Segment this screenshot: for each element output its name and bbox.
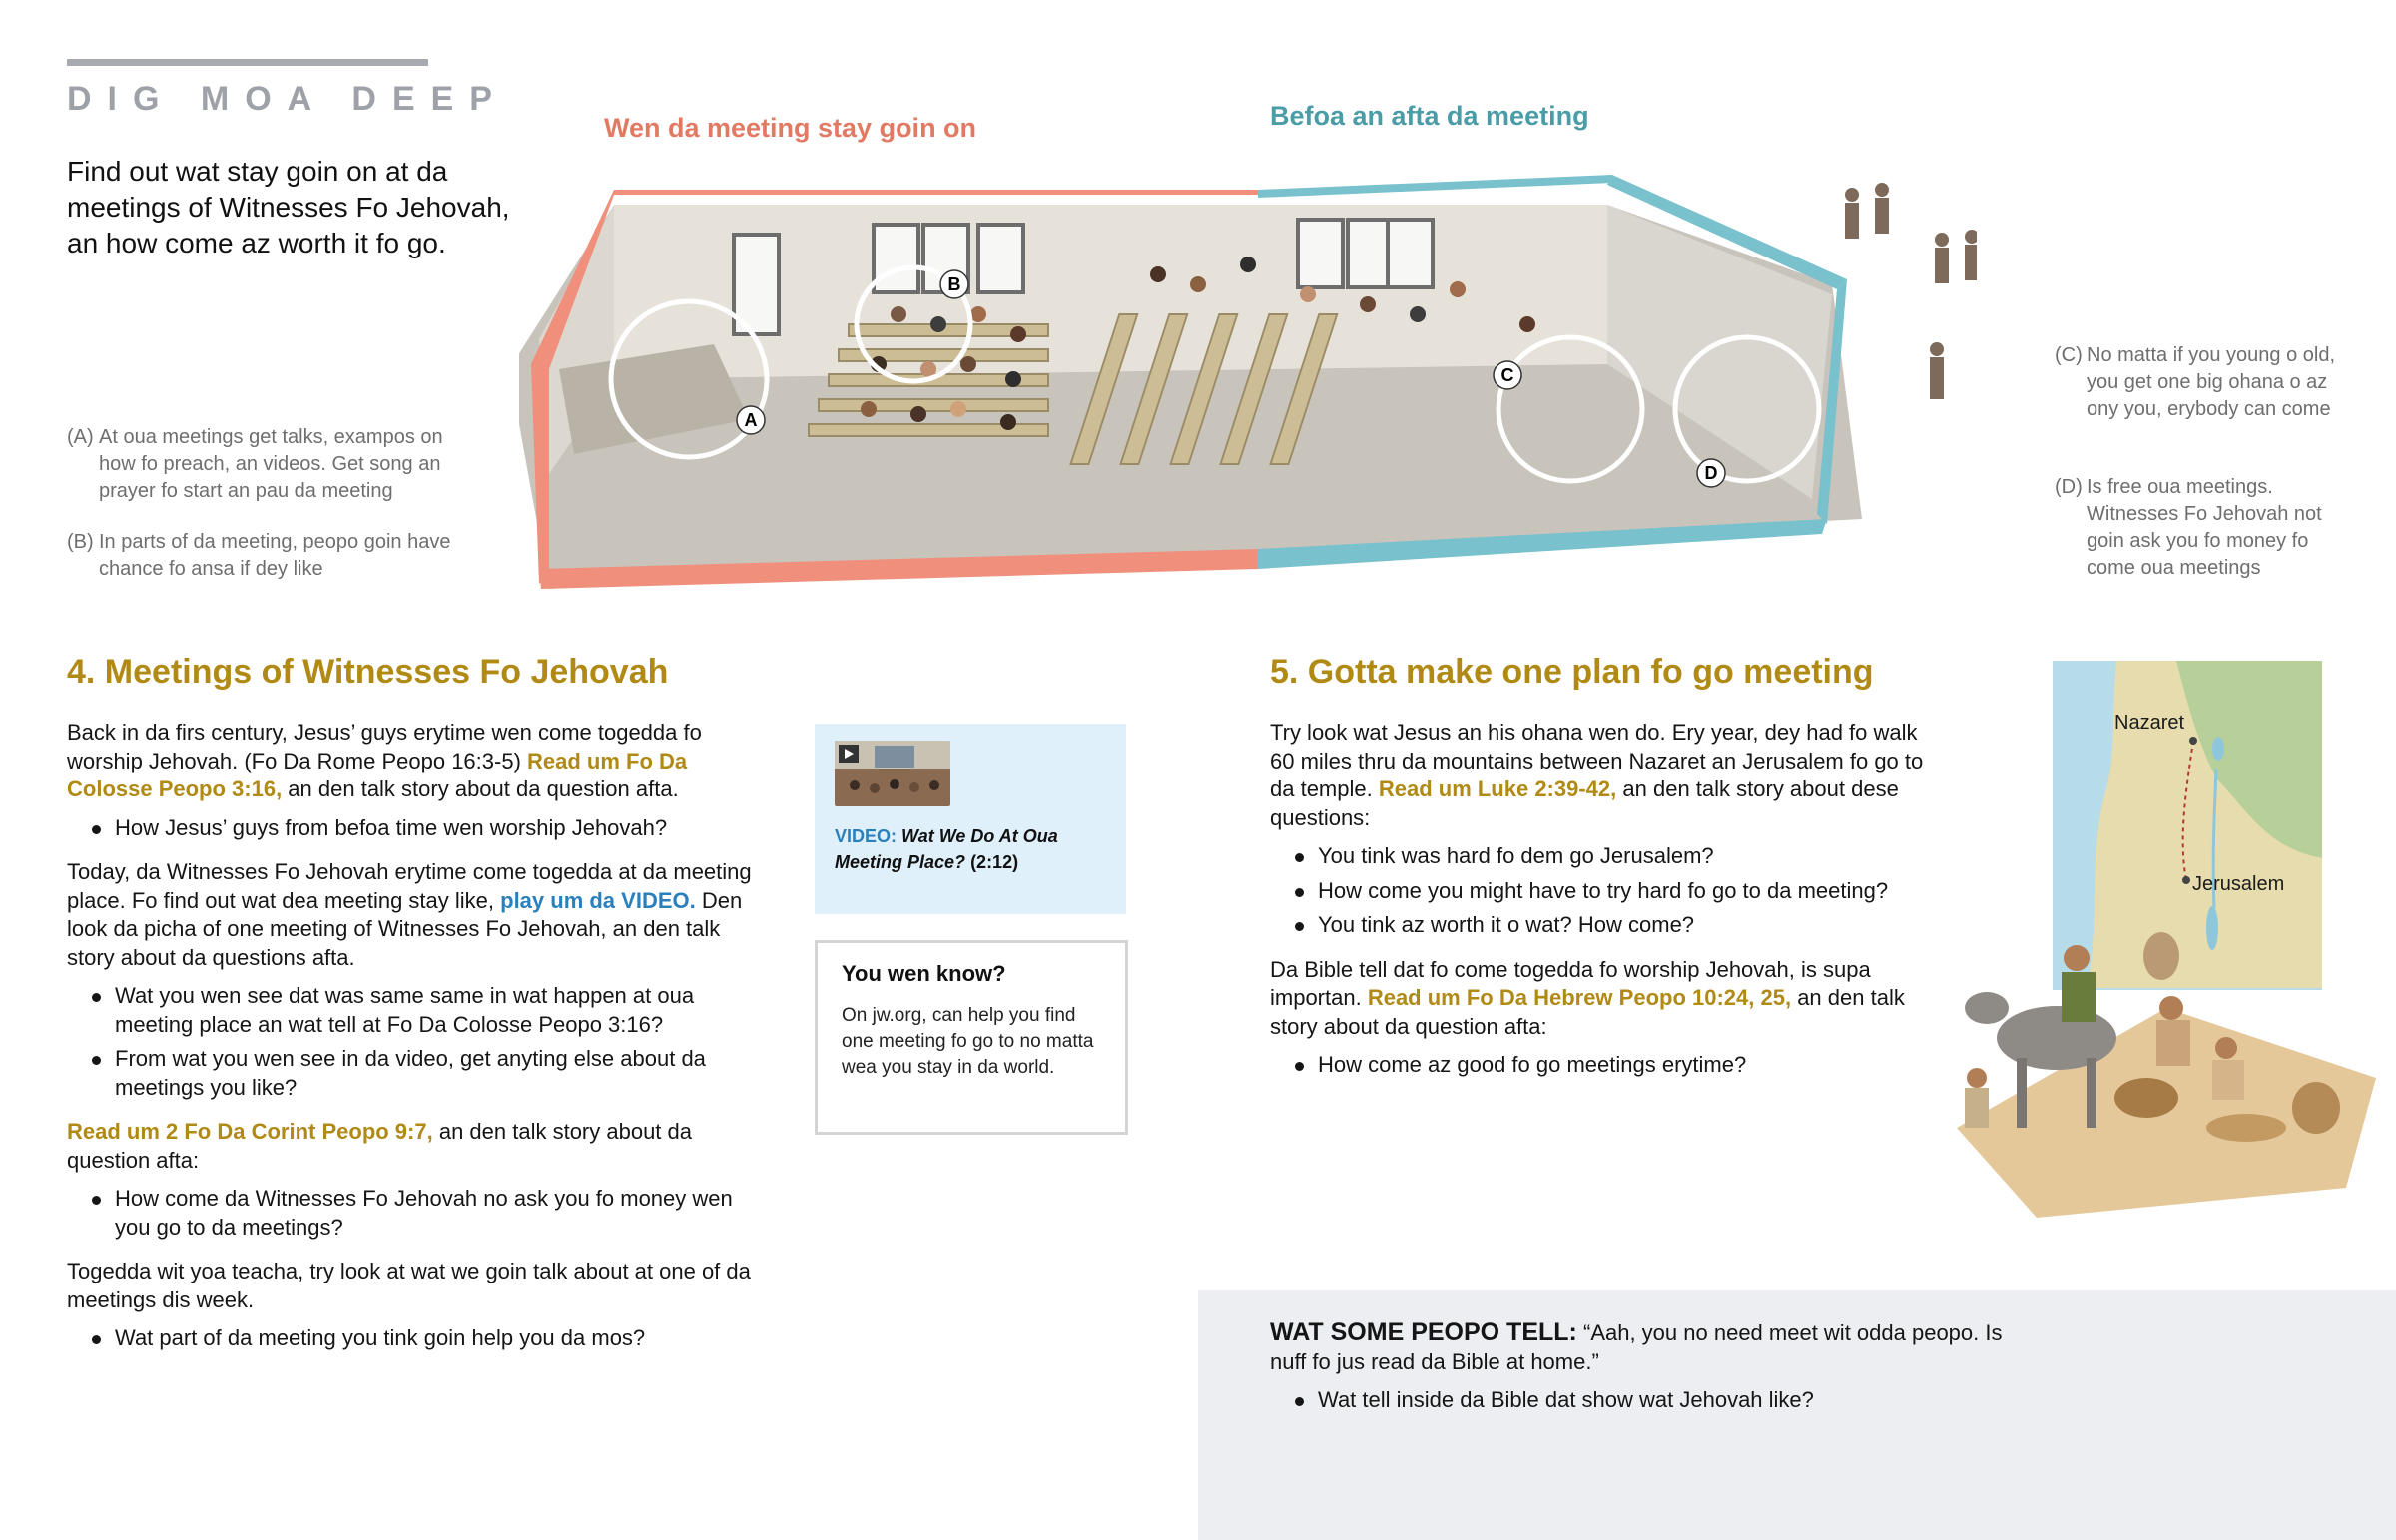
caption-b-text: In parts of da meeting, peopo goin have chance fo ansa if dey like xyxy=(99,531,451,580)
section-5-heading: 5. Gotta make one plan fo go meeting xyxy=(1270,653,1874,691)
caption-c xyxy=(2055,342,2354,423)
section-5-para-1: Try look wat Jesus an his ohana wen do. Ery year, dey had fo walk 60 miles thru da mountains between Nazaret an Jerusalem fo go to da temple. Read um Luke 2:39-42, an den talk story about dese questions: You tink was hard fo dem go Jerusalem? How come you might have to try hard fo go to da meeting? You tink az worth it o wat? How come? xyxy=(1270,719,1939,940)
section-kicker: DIG MOA DEEP xyxy=(67,80,508,118)
objection-quote: “Aah, you no need meet wit odda peopo. Is nuff fo jus read da Bible at home.” xyxy=(1270,1320,2003,1374)
section-4-body xyxy=(67,719,756,1369)
section-4-heading: 4. Meetings of Witnesses Fo Jehovah xyxy=(67,653,669,691)
intro-text: Find out wat stay goin on at da meetings of Witnesses Fo Jehovah, an how come az worth it fo go. xyxy=(67,156,510,258)
video-title[interactable]: Wat We Do At Oua Meeting Place? xyxy=(835,826,1058,872)
caption-c-key: (C) xyxy=(2055,344,2083,366)
caption-a-text: At oua meetings get talks, exampos on how fo preach, an videos. Get song an prayer fo start an pau da meeting xyxy=(99,426,443,502)
caption-d xyxy=(2055,474,2354,582)
meeting-room-illustration xyxy=(519,165,1977,604)
journey-map-illustration xyxy=(1917,659,2376,1228)
did-you-know-text: On jw.org, can help you find one meeting fo go to no matta wea you stay in da world. xyxy=(842,1005,1094,1078)
video-duration: (2:12) xyxy=(970,852,1019,872)
marker-b: B xyxy=(947,274,961,294)
section-4-para-4: Togedda wit yoa teacha, try look at wat we goin talk about at one of da meetings dis week. Wat part of da meeting you tink goin help you da mos? xyxy=(67,1258,756,1353)
video-thumbnail[interactable] xyxy=(835,741,950,806)
did-you-know-box xyxy=(815,940,1128,1135)
question-item: From wat you wen see in da video, get anyting else about da meetings you like? xyxy=(67,1045,756,1102)
question-item: Wat part of da meeting you tink goin help you da mos? xyxy=(67,1324,756,1353)
video-label: VIDEO: xyxy=(835,826,898,846)
question-item: How Jesus’ guys from befoa time wen worship Jehovah? xyxy=(67,814,756,843)
caption-a-key: (A) xyxy=(67,426,94,448)
zone-label-before: Befoa an afta da meeting xyxy=(1270,101,1589,131)
section-5-para-2: Da Bible tell dat fo come togedda fo worship Jehovah, is supa importan. Read um Fo Da Hebrew Peopo 10:24, 25, an den talk story about da question afta: How come az good fo go meetings erytime? xyxy=(1270,956,1939,1080)
question-item: Wat tell inside da Bible dat show wat Jehovah like? xyxy=(1270,1386,2029,1415)
question-item: You tink was hard fo dem go Jerusalem? xyxy=(1270,842,1939,871)
scripture-ref-hebrews[interactable]: Read um Fo Da Hebrew Peopo 10:24, 25, xyxy=(1367,985,1792,1010)
question-item: How come you might have to try hard fo go to da meeting? xyxy=(1270,877,1939,906)
video-caption xyxy=(835,823,1104,875)
scripture-ref-luke[interactable]: Read um Luke 2:39-42, xyxy=(1378,776,1617,801)
did-you-know-title: You wen know? xyxy=(842,961,1006,986)
caption-d-key: (D) xyxy=(2055,476,2083,498)
map-label-jerusalem: Jerusalem xyxy=(2192,873,2285,895)
objection-label: WAT SOME PEOPO TELL: xyxy=(1270,1318,1577,1346)
caption-b xyxy=(67,529,476,583)
marker-d: D xyxy=(1704,463,1718,483)
play-video-link[interactable]: play um da VIDEO. xyxy=(500,887,696,913)
scripture-ref-colossians[interactable]: Read um Fo Da Colosse Peopo 3:16, xyxy=(67,748,688,801)
section-4-para-1: Back in da firs century, Jesus’ guys erytime wen come togedda fo worship Jehovah. (Fo Da Rome Peopo 16:3-5) Read um Fo Da Colosse Peopo 3:16, an den talk story about da question afta. How Jesus’ guys from befoa time wen worship Jehovah? xyxy=(67,719,756,842)
header-rule xyxy=(67,59,428,66)
map-label-nazaret: Nazaret xyxy=(2114,712,2185,734)
question-item: How come az good fo go meetings erytime? xyxy=(1270,1051,1939,1080)
zone-label-during: Wen da meeting stay goin on xyxy=(604,113,977,143)
caption-d-text: Is free oua meetings. Witnesses Fo Jehovah not goin ask you fo money fo come oua meetings xyxy=(2087,476,2322,579)
caption-a xyxy=(67,424,476,505)
objection-box xyxy=(1198,1290,2396,1540)
caption-c-text: No matta if you young o old, you get one big ohana o az ony you, erybody can come xyxy=(2087,344,2336,420)
section-4-para-2: Today, da Witnesses Fo Jehovah erytime come togedda at da meeting place. Fo find out wat dea meeting stay like, play um da VIDEO. Den look da picha of one meeting of Witnesses Fo Jehovah, an den talk story about da questions afta. Wat you wen see dat was same same in wat happen at oua meeting place an wat tell at Fo Da Colosse Peopo 3:16? From wat you wen see in da video, get anyting else about da meetings you like? xyxy=(67,858,756,1102)
marker-a: A xyxy=(744,410,758,430)
question-item: How come da Witnesses Fo Jehovah no ask you fo money wen you go to da meetings? xyxy=(67,1185,756,1242)
objection-statement xyxy=(1270,1318,2029,1421)
video-box[interactable] xyxy=(815,724,1126,914)
caption-b-key: (B) xyxy=(67,531,94,553)
section-4-para-3: Read um 2 Fo Da Corint Peopo 9:7, an den talk story about da question afta: How come da Witnesses Fo Jehovah no ask you fo money wen you go to da meetings? xyxy=(67,1118,756,1242)
scripture-ref-corinthians[interactable]: Read um 2 Fo Da Corint Peopo 9:7, xyxy=(67,1119,433,1144)
section-5-body xyxy=(1270,719,1939,1096)
question-item: You tink az worth it o wat? How come? xyxy=(1270,911,1939,940)
marker-c: C xyxy=(1500,365,1514,385)
question-item: Wat you wen see dat was same same in wat happen at oua meeting place an wat tell at Fo Da Colosse Peopo 3:16? xyxy=(67,982,756,1039)
